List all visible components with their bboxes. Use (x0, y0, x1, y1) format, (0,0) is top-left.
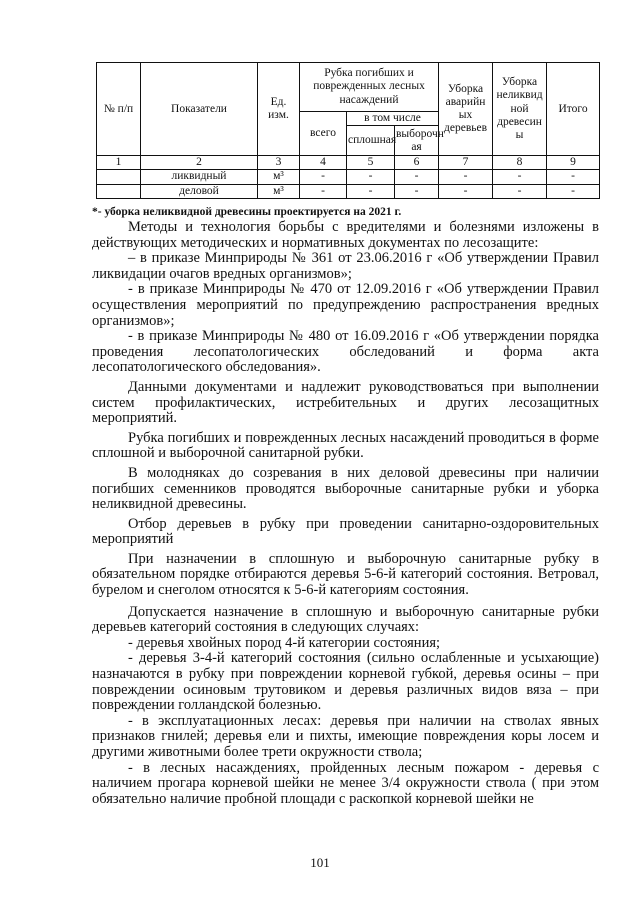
row-value: - (395, 170, 439, 184)
row-indicator: деловой (141, 184, 258, 198)
column-number: 9 (547, 156, 600, 170)
paragraph: – в приказе Минприроды № 361 от 23.06.2016 г «Об утверждении Правил ликвидации очагов вредных организмов»; (92, 250, 599, 282)
row-unit: м³ (258, 170, 300, 184)
section-heading: Отбор деревьев в рубку при проведении санитарно-оздоровительных мероприятий (92, 515, 599, 548)
header-num: № п/п (97, 63, 141, 156)
list-item: - деревья хвойных пород 4-й категории состояния; (128, 634, 441, 651)
header-emergency: Уборка аварийн ых деревьев (439, 63, 493, 156)
row-value: - (347, 184, 395, 198)
list-item: - в эксплуатационных лесах: деревья при наличии на стволах явных признаков гнилей; деревья ели и пихты, имеющие повреждения коры лосем и другими животными более трети окружности ствола; (92, 712, 599, 760)
page-number: 101 (310, 855, 330, 870)
column-number: 1 (97, 156, 141, 170)
row-value: - (439, 170, 493, 184)
row-value: - (439, 184, 493, 198)
paragraph: При назначении в сплошную и выборочную санитарные рубку в обязательном порядке отбираются деревья 5-6-й категорий состояния. Ветровал, бурелом и снеголом относятся к 5-6-й категориям состояния. (92, 550, 599, 599)
header-indicators: Показатели (141, 63, 258, 156)
column-number: 7 (439, 156, 493, 170)
paragraph: - в приказе Минприроды № 470 от 12.09.2016 г «Об утверждении Правил осуществления мероприятий по предупреждению распространения вредных организмов»; (92, 281, 599, 329)
list-item: - деревья 3-4-й категорий состояния (сильно ослабленные и усыхающие) назначаются в рубку при повреждении корневой губкой, деревья осины – при повреждении осиновым трутовиком и деревья различных видов вяза – при повреждении голландской болезнью. (92, 650, 599, 714)
row-value: - (493, 170, 547, 184)
row-value: - (347, 170, 395, 184)
paragraph: - в приказе Минприроды № 480 от 16.09.2016 г «Об утверждении порядка проведения лесопатологических обследований и форма акта лесопатологического обследования». (92, 328, 599, 376)
header-felling: Рубка погибших и поврежденных лесных насаждений (300, 63, 439, 112)
row-num (97, 184, 141, 198)
row-indicator: ликвидный (141, 170, 258, 184)
row-value: - (547, 184, 600, 198)
list-item: - в лесных насаждениях, пройденных лесным пожаром - деревья с наличием прогара корневой шейки не менее 3/4 окружности ствола ( при этом обязательно наличие пробной площади с раскопкой корневой шейки не (92, 759, 599, 807)
header-unit: Ед. изм. (258, 63, 300, 156)
felling-volume-table (96, 62, 600, 199)
paragraph: Рубка погибших и поврежденных лесных насаждений проводиться в форме сплошной и выборочной санитарной рубки. (92, 429, 599, 462)
body-text (92, 220, 599, 807)
paragraph: Методы и технология борьбы с вредителями и болезнями изложены в действующих методических и нормативных документах по лесозащите: (92, 219, 599, 251)
paragraph: Допускается назначение в сплошную и выборочную санитарные рубки деревьев категорий состояния в следующих случаях: (92, 603, 599, 636)
header-itogo: Итого (547, 63, 600, 156)
column-number: 3 (258, 156, 300, 170)
row-value: - (395, 184, 439, 198)
header-clear: сплошная (347, 126, 395, 156)
header-total-all: всего (300, 112, 347, 156)
header-selective: выборочн ая (395, 126, 439, 156)
column-number: 8 (493, 156, 547, 170)
table-row (97, 170, 600, 184)
header-illiquid: Уборка неликвид ной древесин ы (493, 63, 547, 156)
paragraph: Данными документами и надлежит руководствоваться при выполнении систем профилактических, истребительных и других лесозащитных мероприятий. (92, 378, 599, 427)
row-num (97, 170, 141, 184)
row-value: - (300, 184, 347, 198)
row-value: - (547, 170, 600, 184)
column-number: 6 (395, 156, 439, 170)
column-number-row (97, 156, 600, 170)
row-unit: м³ (258, 184, 300, 198)
column-number: 4 (300, 156, 347, 170)
header-including: в том числе (347, 112, 439, 126)
table-row (97, 184, 600, 198)
column-number: 2 (141, 156, 258, 170)
table-footnote: *- уборка неликвидной древесины проектируется на 2021 г. (92, 206, 402, 218)
paragraph: В молодняках до созревания в них деловой древесины при наличии погибших семенников проводятся выборочные санитарные рубки и уборка неликвидной древесины. (92, 464, 599, 513)
row-value: - (300, 170, 347, 184)
row-value: - (493, 184, 547, 198)
column-number: 5 (347, 156, 395, 170)
